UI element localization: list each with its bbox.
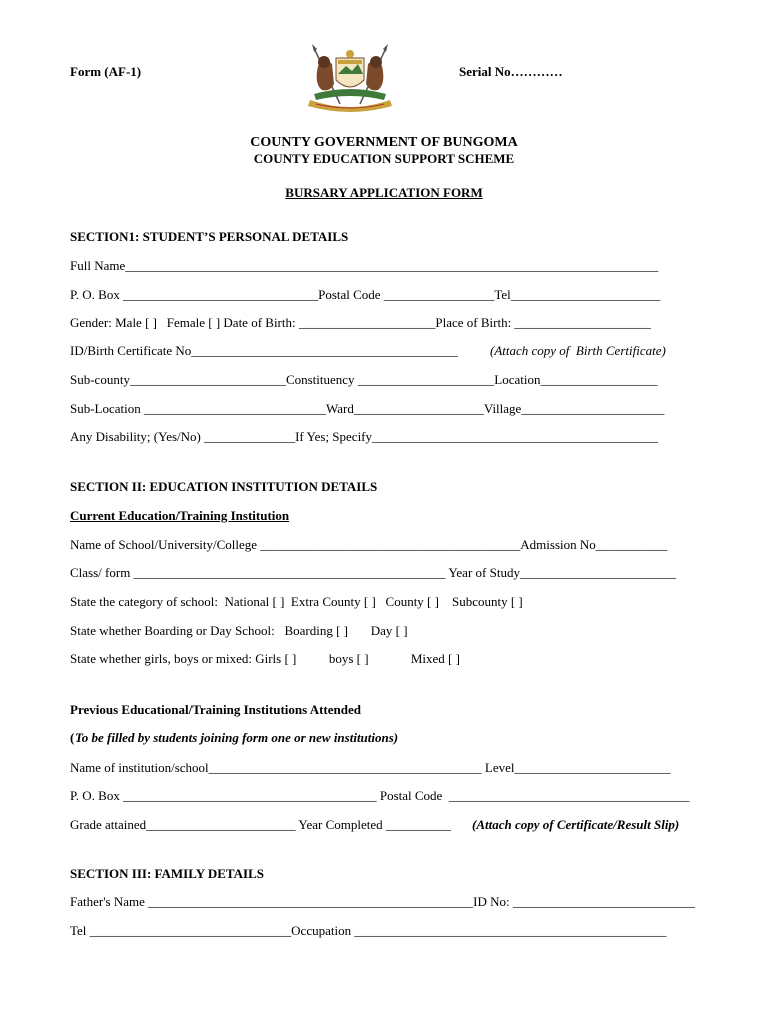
gender-school-type-checkboxes[interactable]: State whether girls, boys or mixed: Girls [ ] boys [ ] Mixed [ ] xyxy=(70,651,460,666)
full-name-field[interactable]: Full Name__________________________________________________________________________________ xyxy=(70,258,659,273)
tel-occupation-field[interactable]: Tel _______________________________Occupation ________________________________________________ xyxy=(70,923,667,938)
serial-number: Serial No………… xyxy=(459,64,563,79)
grade-year-completed-field[interactable]: Grade attained_______________________ Year Completed __________ xyxy=(70,817,451,832)
father-name-id-field[interactable]: Father's Name __________________________________________________ID No: ____________________________ xyxy=(70,894,695,909)
form-id: Form (AF-1) xyxy=(70,64,142,79)
previous-institution-level-field[interactable]: Name of institution/school__________________________________________ Level________________________ xyxy=(70,760,671,775)
form-title: BURSARY APPLICATION FORM xyxy=(285,185,483,200)
previous-institutions-note: To be filled by students joining form one or new institutions) xyxy=(75,730,399,745)
section1-heading: SECTION1: STUDENT’S PERSONAL DETAILS xyxy=(70,229,349,244)
po-box-postal-tel-field[interactable]: P. O. Box ______________________________Postal Code _________________Tel_______________________ xyxy=(70,287,661,302)
gender-dob-place-field[interactable]: Gender: Male [ ] Female [ ] Date of Birth: _____________________Place of Birth: _____________________ xyxy=(70,315,651,330)
previous-institutions-heading: Previous Educational/Training Institutions Attended xyxy=(70,702,361,717)
previous-note-paren: ( xyxy=(70,730,75,745)
title-education-support-scheme: COUNTY EDUCATION SUPPORT SCHEME xyxy=(253,151,515,166)
sublocation-ward-village-field[interactable]: Sub-Location ____________________________Ward____________________Village______________________ xyxy=(70,401,665,416)
current-institution-heading: Current Education/Training Institution xyxy=(70,508,290,523)
subcounty-constituency-location-field[interactable]: Sub-county________________________Constituency _____________________Location__________________ xyxy=(70,372,658,387)
county-coat-of-arms-logo xyxy=(300,44,400,112)
class-year-of-study-field[interactable]: Class/ form ________________________________________________ Year of Study________________________ xyxy=(70,565,676,580)
disability-field[interactable]: Any Disability; (Yes/No) ______________If Yes; Specify____________________________________________ xyxy=(70,429,659,444)
school-admission-field[interactable]: Name of School/University/College ________________________________________Admission No___________ xyxy=(70,537,668,552)
school-category-checkboxes[interactable]: State the category of school: National [ ] Extra County [ ] County [ ] Subcounty [ ] xyxy=(70,594,523,609)
certificate-attach-note: (Attach copy of Certificate/Result Slip) xyxy=(472,817,680,832)
boarding-day-checkboxes[interactable]: State whether Boarding or Day School: Boarding [ ] Day [ ] xyxy=(70,623,408,638)
id-birth-certificate-field[interactable]: ID/Birth Certificate No_________________________________________ xyxy=(70,343,458,358)
section2-heading: SECTION II: EDUCATION INSTITUTION DETAILS xyxy=(70,479,378,494)
title-county-government: COUNTY GOVERNMENT OF BUNGOMA xyxy=(250,135,518,150)
birth-certificate-attach-note: (Attach copy of Birth Certificate) xyxy=(490,343,666,358)
previous-po-box-postal-field[interactable]: P. O. Box _______________________________________ Postal Code _____________________________________ xyxy=(70,788,690,803)
section3-heading: SECTION III: FAMILY DETAILS xyxy=(70,866,264,881)
